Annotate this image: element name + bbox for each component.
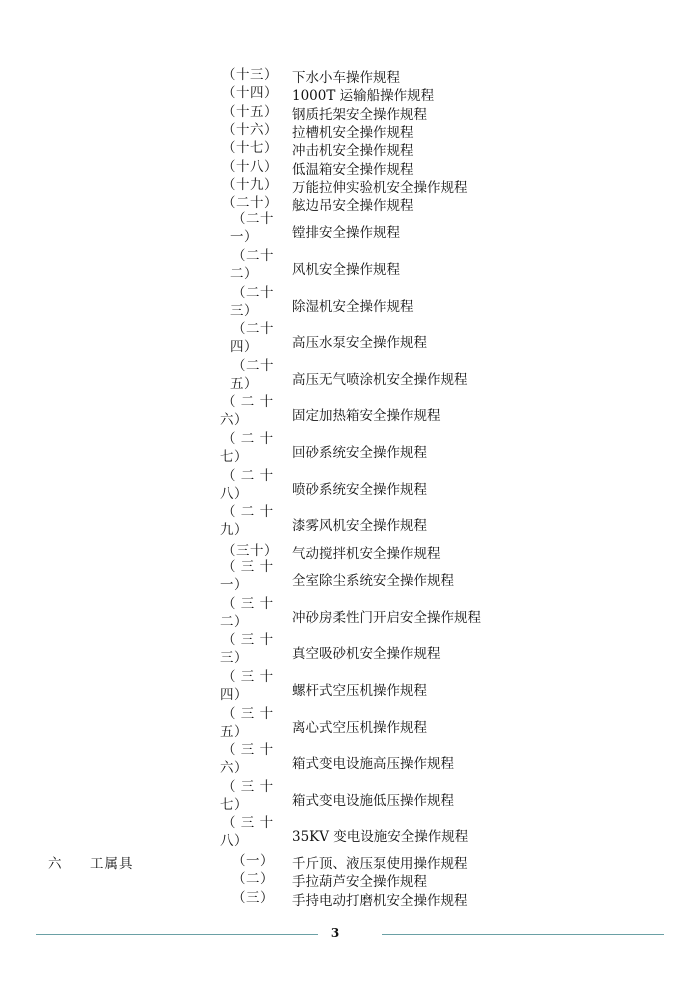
entry-number: （十五） [222, 103, 278, 120]
section-number: 六 [48, 856, 62, 872]
entry-title: 气动搅拌机安全操作规程 [292, 545, 441, 562]
entry-title: 螺杆式空压机操作规程 [292, 682, 427, 699]
entry-title: 35KV 变电设施安全操作规程 [292, 829, 469, 846]
entry-title: 舷边吊安全操作规程 [292, 198, 414, 215]
entry-title: 离心式空压机操作规程 [292, 719, 427, 736]
entry-title: 冲砂房柔性门开启安全操作规程 [292, 609, 481, 626]
entry-title: 手持电动打磨机安全操作规程 [292, 892, 468, 909]
entry-title: 固定加热箱安全操作规程 [292, 408, 441, 425]
entry-number: （二十 三） [230, 284, 274, 319]
entry-title: 钢质托架安全操作规程 [292, 106, 427, 123]
entry-title: 箱式变电设施高压操作规程 [292, 756, 454, 773]
entry-number: （ 三 十 四） [220, 668, 274, 703]
entry-title: 下水小车操作规程 [292, 70, 400, 86]
entry-title: 低温箱安全操作规程 [292, 161, 414, 178]
entry-number: （ 二 十 七） [220, 431, 274, 465]
entry-title: 回砂系统安全操作规程 [292, 445, 427, 461]
entry-number: （一） [232, 853, 274, 869]
entry-number: （ 三 十 八） [220, 815, 274, 850]
entry-number: （ 三 十 七） [220, 778, 274, 813]
entry-number: （三） [232, 889, 274, 906]
entry-number: （三十） [222, 542, 278, 559]
entry-title: 万能拉伸实验机安全操作规程 [292, 179, 468, 196]
entry-title: 高压水泵安全操作规程 [292, 335, 427, 352]
entry-title: 手拉葫芦安全操作规程 [292, 874, 427, 891]
entry-number: （ 二 十 六） [220, 394, 274, 429]
entry-title: 风机安全操作规程 [292, 262, 400, 278]
entry-number: （ 三 十 六） [220, 742, 274, 777]
entry-number: （十八） [222, 158, 278, 175]
entry-number: （ 三 十 五） [220, 705, 274, 740]
entry-title: 千斤顶、液压泵使用操作规程 [292, 856, 468, 872]
entry-title: 1000T 运输船操作规程 [292, 88, 435, 105]
entry-title: 漆雾风机安全操作规程 [292, 518, 427, 535]
entry-number: （ 二 十 八） [220, 467, 274, 502]
entry-number: （二） [232, 871, 274, 888]
footer-rule-right [382, 934, 664, 935]
entry-title: 全室除尘系统安全操作规程 [292, 573, 454, 590]
entry-number: （ 二 十 九） [220, 504, 274, 539]
footer-rule-left [36, 934, 318, 935]
entry-number: （十三） [222, 67, 278, 83]
entry-number: （十七） [222, 140, 278, 157]
entry-title: 冲击机安全操作规程 [292, 143, 414, 160]
entry-number: （二十） [222, 195, 278, 212]
entry-number: （二十 一） [230, 211, 274, 246]
entry-number: （二十 四） [230, 321, 274, 356]
entry-title: 高压无气喷涂机安全操作规程 [292, 371, 468, 388]
entry-number: （ 三 十 三） [220, 632, 274, 667]
section-name: 工属具 [90, 856, 134, 872]
entry-title: 真空吸砂机安全操作规程 [292, 646, 441, 663]
entry-number: （十四） [222, 85, 278, 102]
entry-number: （十六） [222, 121, 278, 138]
entry-number: （二十 二） [230, 248, 274, 282]
page-number: 3 [330, 926, 340, 940]
entry-title: 箱式变电设施低压操作规程 [292, 792, 454, 809]
entry-number: （ 三 十 一） [220, 559, 274, 594]
entry-number: （ 三 十 二） [220, 595, 274, 630]
entry-title: 喷砂系统安全操作规程 [292, 481, 427, 498]
entry-title: 镗排安全操作规程 [292, 225, 400, 242]
entry-number: （十九） [222, 176, 278, 193]
entry-title: 除湿机安全操作规程 [292, 298, 414, 315]
entry-title: 拉槽机安全操作规程 [292, 124, 414, 141]
entry-number: （二十 五） [230, 357, 274, 392]
